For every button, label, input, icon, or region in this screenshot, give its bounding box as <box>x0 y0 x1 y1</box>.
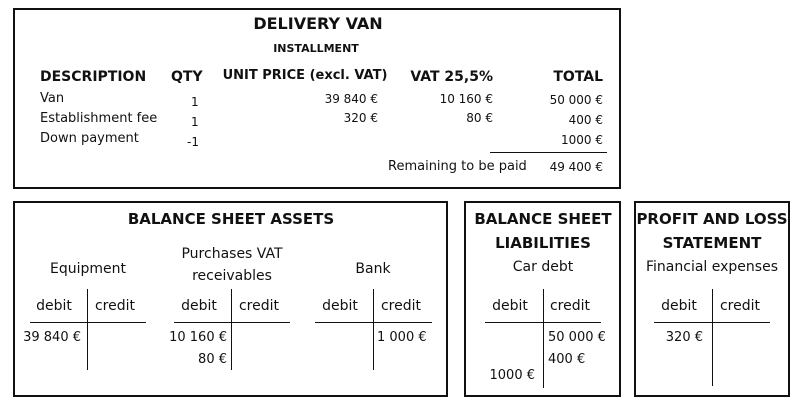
row-vat: 10 160 € <box>439 92 493 106</box>
credit-label: credit <box>719 298 761 314</box>
row-qty: 1 <box>191 115 199 129</box>
account-name: Bank <box>355 261 391 277</box>
credit-label: credit <box>380 298 422 314</box>
assets-title: BALANCE SHEET ASSETS <box>127 210 335 228</box>
t-account-vline <box>712 289 713 386</box>
row-total: 400 € <box>568 113 603 127</box>
debit-entry: 320 € <box>665 330 703 345</box>
invoice-title: DELIVERY VAN <box>253 14 383 33</box>
t-account-hline <box>174 322 290 323</box>
header-vat: VAT 25,5% <box>410 69 493 85</box>
credit-entry: 50 000 € <box>548 330 606 345</box>
t-account-vline <box>231 289 232 370</box>
account-name-line1: Purchases VAT <box>181 246 283 262</box>
credit-label: credit <box>549 298 591 314</box>
row-description: Van <box>40 91 65 106</box>
row-vat: 80 € <box>466 111 493 125</box>
debit-entry: 39 840 € <box>23 330 81 345</box>
liabilities-title-line2: LIABILITIES <box>495 234 591 252</box>
remaining-label: Remaining to be paid <box>388 159 527 174</box>
row-qty: 1 <box>191 95 199 109</box>
header-unit-price: UNIT PRICE (excl. VAT) <box>222 68 388 83</box>
t-account-hline <box>30 322 146 323</box>
t-account-vline <box>373 289 374 370</box>
row-total: 50 000 € <box>549 93 603 107</box>
account-name: Financial expenses <box>646 259 778 275</box>
pnl-title-line2: STATEMENT <box>662 234 762 252</box>
debit-label: debit <box>181 298 217 314</box>
debit-entry: 80 € <box>198 352 227 367</box>
invoice-subtitle: INSTALLMENT <box>273 42 359 55</box>
credit-label: credit <box>238 298 280 314</box>
row-unit-price: 320 € <box>343 111 378 125</box>
row-unit-price: 39 840 € <box>324 92 378 106</box>
debit-label: debit <box>492 298 528 314</box>
header-description: DESCRIPTION <box>40 69 147 85</box>
row-qty: -1 <box>187 135 199 149</box>
account-name: Equipment <box>50 261 126 277</box>
row-total: 1000 € <box>561 133 603 147</box>
debit-entry: 10 160 € <box>169 330 227 345</box>
pnl-title-line1: PROFIT AND LOSS <box>636 210 788 228</box>
credit-entry: 400 € <box>548 352 586 367</box>
header-qty: QTY <box>171 69 203 85</box>
debit-label: debit <box>36 298 72 314</box>
credit-label: credit <box>94 298 136 314</box>
credit-entry: 1 000 € <box>377 330 427 345</box>
account-name: Car debt <box>512 259 574 275</box>
account-name-line2: receivables <box>192 268 272 284</box>
total-rule <box>490 152 607 153</box>
remaining-value: 49 400 € <box>549 160 603 174</box>
liabilities-title-line1: BALANCE SHEET <box>474 210 612 228</box>
t-account-vline <box>543 289 544 388</box>
row-description: Down payment <box>40 131 139 146</box>
row-description: Establishment fee <box>40 111 158 126</box>
debit-label: debit <box>322 298 358 314</box>
t-account-vline <box>87 289 88 370</box>
invoice-panel <box>13 8 621 189</box>
header-total: TOTAL <box>553 69 603 85</box>
debit-entry: 1000 € <box>489 368 535 383</box>
debit-label: debit <box>661 298 697 314</box>
